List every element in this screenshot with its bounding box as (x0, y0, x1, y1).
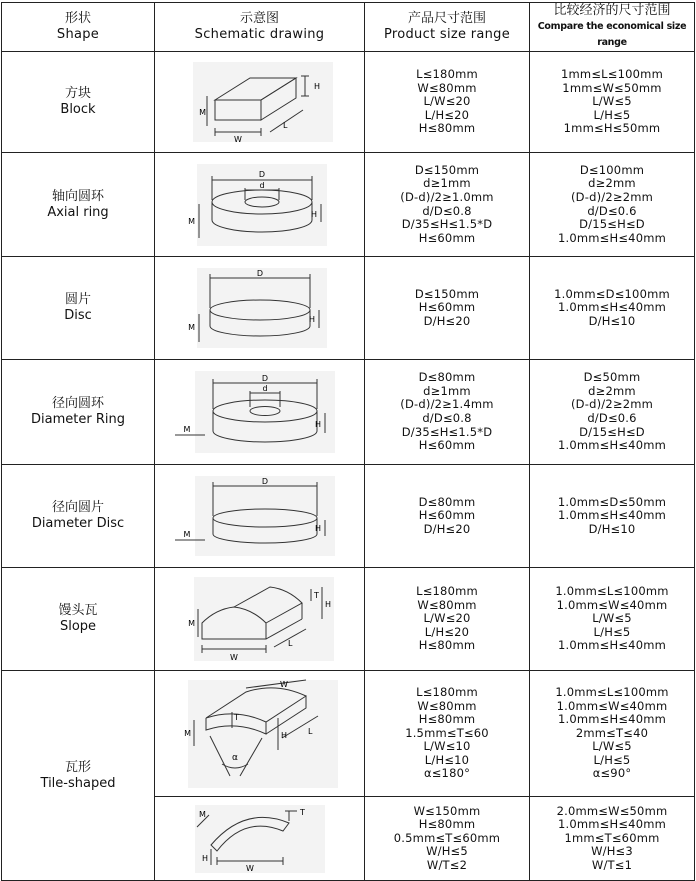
spec-line: L/W≤5 (592, 611, 632, 626)
w-label: W (279, 679, 288, 689)
spec-line: D/15≤H≤D (579, 424, 645, 439)
h-label: H (310, 209, 317, 219)
d-label: D (261, 477, 268, 486)
header-shape-zh: 形状 (64, 11, 91, 26)
table-row (2, 671, 695, 797)
shape-name-zh: 方块 (64, 86, 91, 101)
drawing-cell (155, 465, 365, 568)
spec-line: d/D≤0.6 (587, 411, 637, 425)
economical-range-cell (530, 797, 695, 881)
shape-cell (2, 568, 155, 671)
spec-line: 1.0mm≤D≤100mm (554, 286, 670, 301)
spec-line: (D-d)/2≥2mm (570, 189, 654, 204)
spec-line: H≤60mm (418, 230, 476, 245)
header-drawing-zh: 示意图 (239, 11, 279, 26)
drawing-cell (155, 257, 365, 360)
h-label: H (324, 600, 331, 609)
spec-line: W/H≤5 (426, 844, 468, 859)
header-product-en: Product size range (383, 27, 511, 42)
table-row (2, 257, 695, 360)
spec-line: D≤80mm (418, 494, 476, 509)
spec-line: 0.5mm≤T≤60mm (393, 830, 501, 845)
spec-line: D≤50mm (583, 370, 641, 385)
drawing-cell (155, 360, 365, 465)
spec-line: D≤150mm (414, 162, 480, 177)
spec-line: (D-d)/2≥1.0mm (400, 189, 494, 204)
spec-line: d/D≤0.8 (422, 411, 472, 425)
l-label: L (282, 121, 287, 130)
m-label: M (183, 425, 190, 434)
w-label: W (229, 653, 238, 662)
economical-range-cell (530, 360, 695, 465)
shape-cell (2, 52, 155, 153)
shape-name-en: Diameter Disc (31, 516, 125, 531)
shape-cell (2, 465, 155, 568)
h-label: H (314, 524, 321, 533)
spec-line: W/T≤2 (426, 857, 468, 872)
t-label: T (299, 807, 305, 817)
alpha-label: α (231, 752, 238, 763)
shape-name-en: Axial ring (47, 204, 109, 220)
spec-line: L≤180mm (416, 684, 478, 699)
spec-line: 1.0mm≤H≤40mm (557, 817, 667, 832)
m-label: M (198, 108, 206, 117)
shape-name-zh: 瓦形 (64, 759, 91, 775)
spec-line: 1.0mm≤H≤40mm (557, 230, 667, 245)
spec-line: 1mm≤L≤100mm (561, 67, 663, 82)
h-label: H (313, 82, 320, 91)
shape-name-zh: 圆片 (64, 292, 91, 307)
spec-line: W≤80mm (417, 80, 477, 95)
drawing-cell (155, 797, 365, 881)
spec-line: H≤80mm (418, 638, 476, 653)
shape-cell (2, 153, 155, 257)
spec-line: d≥2mm (588, 383, 636, 398)
spec-line: d≥1mm (423, 383, 471, 398)
spec-line: α≤90° (592, 766, 632, 781)
tile-drawing-icon (170, 676, 350, 792)
h-label: H (308, 315, 315, 324)
spec-line: D/H≤20 (423, 313, 471, 328)
spec-line: L/W≤10 (423, 739, 471, 754)
product-range-cell (365, 568, 530, 671)
d-outer-label: D (258, 169, 265, 179)
shape-name-en: Disc (64, 308, 92, 323)
table-row (2, 52, 695, 153)
spec-line: α≤180° (423, 766, 471, 781)
spec-line: 1.0mm≤L≤100mm (555, 684, 669, 699)
spec-line: H≤80mm (418, 121, 476, 136)
h-label: H (201, 853, 208, 863)
product-range-cell (365, 257, 530, 360)
header-economical-en: Compare the economical size range (537, 21, 687, 48)
l-label: L (287, 639, 292, 648)
table-row (2, 360, 695, 465)
header-economical-zh: 比较经济的尺寸范围 (553, 3, 671, 18)
table-row (2, 153, 695, 257)
spec-line: D≤150mm (414, 286, 480, 301)
shape-cell (2, 360, 155, 465)
w-label: W (245, 863, 254, 873)
shape-name-en: Slope (59, 619, 97, 634)
block-drawing-icon (175, 58, 345, 146)
economical-range-cell (530, 568, 695, 671)
axial-ring-drawing-icon (175, 160, 345, 250)
spec-line: L/W≤5 (592, 739, 632, 754)
product-range-cell (365, 671, 530, 797)
spec-line: D/15≤H≤D (579, 217, 645, 232)
spec-line: d≥2mm (588, 176, 636, 191)
spec-line: 1.0mm≤W≤40mm (556, 597, 668, 612)
spec-line: W/T≤1 (591, 857, 633, 872)
drawing-cell (155, 153, 365, 257)
product-range-cell (365, 52, 530, 153)
spec-line: (D-d)/2≥1.4mm (400, 397, 494, 412)
h-label: H (314, 420, 321, 429)
header-drawing-en: Schematic drawing (194, 27, 325, 42)
spec-line: L/H≤5 (593, 752, 631, 767)
product-range-cell (365, 465, 530, 568)
spec-line: D≤80mm (418, 370, 476, 385)
spec-line: W≤80mm (417, 597, 477, 612)
economical-range-cell (530, 671, 695, 797)
m-label: M (187, 216, 195, 226)
spec-line: 2.0mm≤W≤50mm (556, 803, 668, 818)
spec-line: L/H≤5 (593, 107, 631, 122)
spec-line: L/H≤10 (424, 752, 470, 767)
shape-cell (2, 671, 155, 881)
spec-line: L/W≤20 (423, 611, 471, 626)
shape-cell (2, 257, 155, 360)
header-shape-en: Shape (56, 27, 100, 42)
spec-line: 1.0mm≤H≤40mm (557, 438, 667, 453)
spec-line: D/35≤H≤1.5*D (401, 217, 493, 232)
t-label: T (313, 591, 319, 600)
shape-name-en: Diameter Ring (31, 412, 125, 427)
spec-line: L/W≤5 (592, 94, 632, 109)
d-inner-label: d (261, 384, 268, 393)
spec-line: H≤80mm (418, 817, 476, 832)
spec-line: L≤180mm (416, 67, 478, 82)
drawing-cell (155, 568, 365, 671)
t-label: T (233, 712, 239, 722)
header-economical (530, 3, 695, 52)
product-range-cell (365, 360, 530, 465)
m-label: M (187, 619, 195, 628)
spec-line: 1mm≤H≤50mm (563, 121, 661, 136)
header-product-zh: 产品尺寸范围 (407, 11, 486, 26)
shape-name-zh: 轴向圆环 (51, 188, 104, 204)
spec-line: d≥1mm (423, 176, 471, 191)
spec-line: 1.0mm≤H≤40mm (557, 638, 667, 653)
header-shape (2, 3, 155, 52)
spec-line: 1.0mm≤H≤40mm (557, 712, 667, 727)
spec-line: D/H≤10 (588, 313, 636, 328)
spec-line: 1.0mm≤H≤40mm (557, 300, 667, 315)
tile-arc-drawing-icon (175, 801, 345, 877)
m-label: M (198, 809, 206, 819)
spec-line: d/D≤0.6 (587, 203, 637, 218)
spec-line: H≤60mm (418, 300, 476, 315)
spec-line: D/H≤20 (423, 521, 471, 536)
shape-name-en: Tile-shaped (40, 775, 116, 791)
product-range-cell (365, 797, 530, 881)
spec-line: W≤80mm (417, 698, 477, 713)
economical-range-cell (530, 257, 695, 360)
d-outer-label: D (261, 374, 268, 383)
shape-name-zh: 径向圆环 (51, 396, 104, 411)
m-label: M (183, 728, 191, 738)
w-label: W (233, 135, 242, 144)
spec-line: L/H≤20 (424, 107, 470, 122)
spec-line: L≤180mm (416, 584, 478, 599)
spec-line: D/35≤H≤1.5*D (401, 424, 493, 439)
spec-line: (D-d)/2≥2mm (570, 397, 654, 412)
spec-line: 2mm≤T≤40 (575, 725, 649, 740)
spec-line: L/H≤20 (424, 624, 470, 639)
shape-name-zh: 馒头瓦 (58, 603, 98, 618)
header-drawing (155, 3, 365, 52)
shape-name-en: Block (60, 102, 96, 117)
product-range-cell (365, 153, 530, 257)
l-label: L (307, 726, 312, 736)
disc-drawing-icon (175, 264, 345, 352)
spec-line: 1.5mm≤T≤60 (405, 725, 489, 740)
size-range-table (1, 2, 695, 881)
spec-line: 1mm≤W≤50mm (562, 80, 662, 95)
header-product (365, 3, 530, 52)
spec-line: H≤60mm (418, 438, 476, 453)
spec-line: H≤80mm (418, 712, 476, 727)
spec-line: W≤150mm (413, 803, 481, 818)
drawing-cell (155, 52, 365, 153)
economical-range-cell (530, 52, 695, 153)
economical-range-cell (530, 465, 695, 568)
economical-range-cell (530, 153, 695, 257)
spec-line: W/H≤3 (591, 844, 633, 859)
d-inner-label: d (258, 180, 265, 190)
h-label: H (280, 730, 287, 740)
spec-line: L/W≤20 (423, 94, 471, 109)
spec-line: H≤60mm (418, 508, 476, 523)
table-row (2, 465, 695, 568)
m-label: M (187, 323, 195, 332)
spec-line: L/H≤5 (593, 624, 631, 639)
spec-line: 1.0mm≤D≤50mm (557, 494, 667, 509)
d-label: D (256, 269, 263, 278)
drawing-cell (155, 671, 365, 797)
spec-line: D/H≤10 (588, 521, 636, 536)
spec-line: 1.0mm≤H≤40mm (557, 508, 667, 523)
table-row (2, 568, 695, 671)
spec-line: D≤100mm (579, 162, 645, 177)
spec-line: 1.0mm≤L≤100mm (555, 584, 669, 599)
m-label: M (183, 530, 190, 539)
spec-line: d/D≤0.8 (422, 203, 472, 218)
spec-line: 1mm≤T≤60mm (564, 830, 660, 845)
shape-name-zh: 径向圆片 (51, 500, 104, 515)
slope-drawing-icon (170, 573, 350, 665)
spec-line: 1.0mm≤W≤40mm (556, 698, 668, 713)
header-row (2, 3, 695, 52)
diameter-ring-drawing-icon (165, 367, 355, 457)
diameter-disc-drawing-icon (165, 472, 355, 560)
